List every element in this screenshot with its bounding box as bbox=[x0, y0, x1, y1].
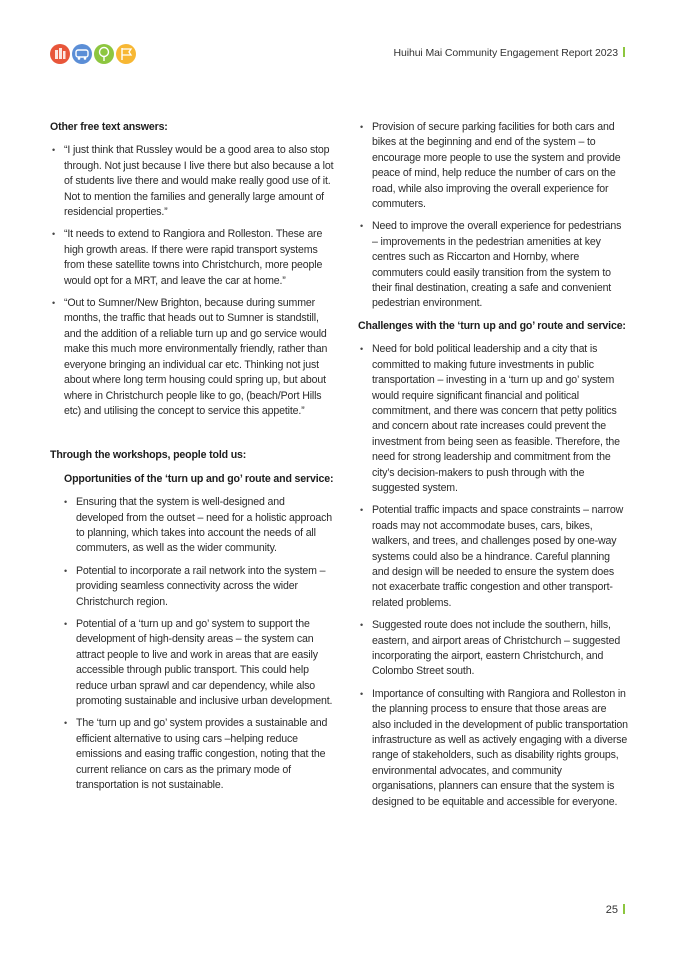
opportunities-heading: Opportunities of the ‘turn up and go’ route and service: bbox=[64, 472, 334, 485]
list-item: • Need for bold political leadership and a city that is committed to making future investments in public transportation – investing in a ‘turn up and go’ system would require significant financial and political commitment, and there was concern that petty politics and concern about rate increases could prevent the investment from being seen as feasible. Therefore, the need for strong leadership and commitment from the city’s decision-makers to push through with the suggested system. bbox=[358, 342, 628, 496]
logo-group bbox=[50, 44, 136, 64]
challenges-heading: Challenges with the ‘turn up and go’ route and service: bbox=[358, 319, 626, 332]
left-column bbox=[50, 120, 335, 800]
free-text-heading: Other free text answers: bbox=[50, 121, 168, 133]
list-item: • Potential to incorporate a rail network into the system – providing seamless connectivity across the wider Christchurch region. bbox=[62, 564, 335, 610]
list-item: • Suggested route does not include the southern, hills, eastern, and airport areas of Christchurch – suggested incorporating the airport, eastern Christchurch, and Colombo Street south. bbox=[358, 618, 628, 680]
list-item: • “It needs to extend to Rangiora and Rolleston. These are high growth areas. If there were rapid transport systems from these satellite towns into Christchurch, more people would opt for a MRT, and leave the car at home.” bbox=[50, 227, 335, 289]
list-item: • Provision of secure parking facilities for both cars and bikes at the beginning and end of the system – to encourage more people to use the system and provide peace of mind, help reduce the number of cars on the road, while also improving the overall experience for commuters. bbox=[358, 120, 628, 212]
list-item: • Need to improve the overall experience for pedestrians – improvements in the pedestrian amenities at key centres such as Riccarton and Hornby, where commuters could easily transition from the system to their final destination, creating a safe and convenient pedestrian environment. bbox=[358, 219, 628, 311]
list-item: • “Out to Sumner/New Brighton, because during summer months, the traffic that heads out to Sumner is standstill, and the addition of a reliable turn up and go service would make this much more environmentally friendly, rather than everyone bringing an individual car etc. Thinking not just about where long term housing could spring up, but about where in Christchurch people like to go, (beach/Port Hills etc) and utilising the concept to service this appetite.” bbox=[50, 296, 335, 419]
page-number-text: 25 bbox=[605, 904, 618, 916]
opportunities-continued-list bbox=[358, 120, 628, 312]
report-title-text: Huihui Mai Community Engagement Report 2023 bbox=[393, 47, 618, 59]
report-title bbox=[394, 47, 626, 59]
list-item: • Potential traffic impacts and space constraints – narrow roads may not accommodate buses, cars, bikes, walkers, and trees, and challenges posed by one-way systems could also be a hindrance. Careful planning and design will be needed to ensure the system does not exacerbate traffic congestion and other transport-related problems. bbox=[358, 503, 628, 611]
accent-bar bbox=[623, 47, 625, 57]
bus-icon bbox=[72, 44, 92, 64]
page-number bbox=[606, 904, 625, 916]
list-item: • “I just think that Russley would be a good area to also stop through. Not just because I live there but also because a lot of students live there and would make really good use of it. Not to mention the families and generally large amount of residencial properties.” bbox=[50, 143, 335, 220]
accent-bar bbox=[623, 904, 625, 914]
challenges-list bbox=[358, 342, 628, 810]
flag-icon bbox=[116, 44, 136, 64]
building-icon bbox=[50, 44, 70, 64]
list-item: • Potential of a ‘turn up and go’ system to support the development of high-density areas – the system can attract people to live and work in areas that are easily accessible through public transport. This could help reduce urban sprawl and car dependency, while also promoting sustainable and inclusive urban development. bbox=[62, 617, 335, 709]
list-item: • The ‘turn up and go’ system provides a sustainable and efficient alternative to using cars –helping reduce emissions and easing traffic congestion, noting that the current reliance on cars as the primary mode of transportation is not sustainable. bbox=[62, 716, 335, 793]
list-item: • Ensuring that the system is well-designed and developed from the outset – need for a holistic approach to planning, which takes into account the needs of all commuters, as well as the wider community. bbox=[62, 495, 335, 557]
workshops-heading: Through the workshops, people told us: bbox=[50, 449, 247, 462]
list-item: • Importance of consulting with Rangiora and Rolleston in the planning process to ensure that those areas are also included in the development of public transportation infrastructure as well as actively engaging with a diverse range of stakeholders, such as disability rights groups, environmental advocates, and community organisations, planners can ensure that the system is designed to be equitable and accessible for everyone. bbox=[358, 687, 628, 810]
right-column bbox=[358, 120, 628, 817]
tree-icon bbox=[94, 44, 114, 64]
opportunities-list bbox=[50, 495, 335, 793]
free-text-list bbox=[50, 143, 335, 419]
